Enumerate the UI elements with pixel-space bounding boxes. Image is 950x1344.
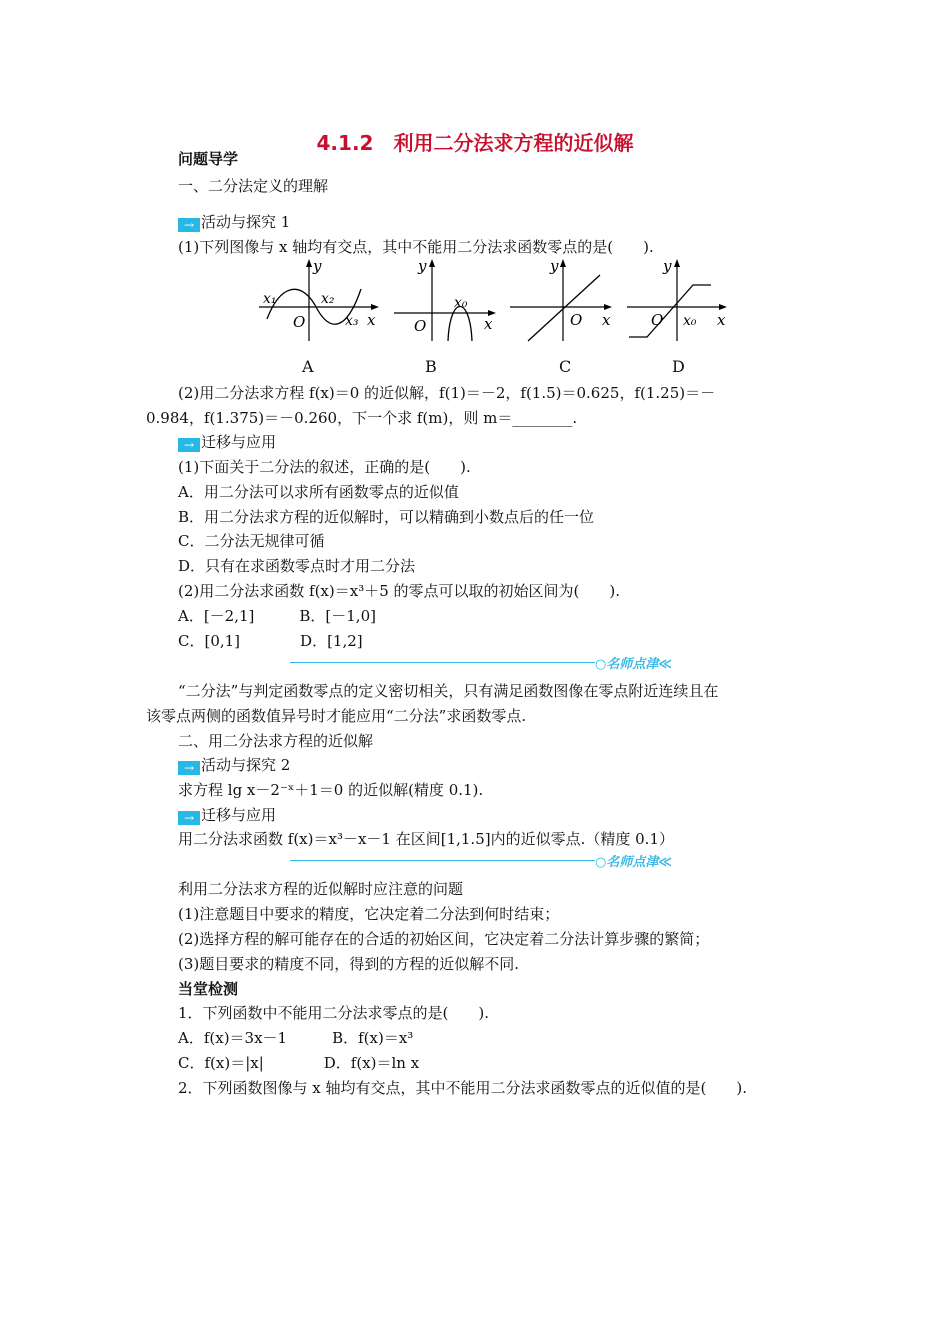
transfer1-option-d: D．只有在求函数零点时才用二分法 [178, 557, 416, 575]
graph-a [255, 255, 380, 345]
svg-text:x: x [717, 311, 726, 329]
transfer1-option-a: A．用二分法可以求所有函数零点的近似值 [178, 483, 459, 501]
check-question1: 1．下列函数中不能用二分法求零点的是( ). [178, 1004, 490, 1022]
page-title: 4.1.2 利用二分法求方程的近似解 [316, 131, 634, 155]
check-q1-options-cd: C．f(x)＝|x| D．f(x)＝ln x [178, 1054, 420, 1072]
graph-b-label: B [425, 357, 437, 376]
tip2-item-3: (3)题目要求的精度不同，得到的方程的近似解不同. [178, 955, 520, 973]
svg-text:x: x [367, 311, 376, 329]
graph-a-label: A [302, 357, 314, 376]
check-question2: 2．下列函数图像与 x 轴均有交点，其中不能用二分法求函数零点的近似值的是( ). [178, 1079, 748, 1097]
svg-text:O: O [293, 313, 306, 331]
svg-text:x₀: x₀ [454, 295, 468, 311]
arrow-icon: → [178, 218, 200, 232]
tip-divider-1 [290, 653, 690, 671]
svg-text:x₃: x₃ [345, 313, 359, 329]
y-axis-label: y [313, 257, 322, 275]
svg-text:x₂: x₂ [321, 291, 335, 307]
transfer1-question2: (2)用二分法求函数 f(x)＝x³＋5 的零点可以取的初始区间为( ). [178, 582, 620, 600]
transfer1-question1: (1)下面关于二分法的叙述，正确的是( ). [178, 458, 471, 476]
act1-question2-line1: (2)用二分法求方程 f(x)＝0 的近似解，f(1)＝－2，f(1.5)＝0.625，f(1.25)＝－ [178, 384, 716, 402]
svg-text:O: O [651, 311, 664, 329]
act1-question1: (1)下列图像与 x 轴均有交点，其中不能用二分法求函数零点的是( ). [178, 238, 654, 256]
graph-c-label: C [559, 357, 572, 376]
transfer1-label: → 迁移与应用 [178, 432, 276, 452]
svg-text:y: y [663, 257, 672, 275]
svg-text:y: y [418, 257, 427, 275]
graph-c [508, 255, 620, 345]
arrow-icon: → [178, 761, 200, 775]
activity2-label: → 活动与探究 2 [178, 755, 290, 775]
svg-text:y: y [550, 257, 559, 275]
svg-text:O: O [414, 317, 427, 335]
tip2-item-1: (1)注意题目中要求的精度，它决定着二分法到何时结束； [178, 905, 560, 923]
transfer2-label: → 迁移与应用 [178, 805, 276, 825]
graph-b [392, 255, 502, 345]
activity1-label: → 活动与探究 1 [178, 212, 290, 232]
section-check-heading: 当堂检测 [178, 980, 239, 998]
tip-tag: ○名师点津≪ [595, 657, 672, 672]
transfer2-question: 用二分法求函数 f(x)＝x³－x－1 在区间[1,1.5]内的近似零点.（精度 0.1） [178, 830, 674, 848]
transfer1-q2-options-ab: A．[－2,1] B．[－1,0] [178, 607, 376, 625]
part2-heading: 二、用二分法求方程的近似解 [178, 732, 374, 750]
tip1-line1: “二分法”与判定函数零点的定义密切相关，只有满足函数图像在零点附近连续且在 [178, 682, 719, 700]
tip-tag: ○名师点津≪ [595, 855, 672, 870]
graph-d-label: D [672, 357, 685, 376]
tip1-line2: 该零点两侧的函数值异号时才能应用“二分法”求函数零点. [146, 707, 527, 725]
check-q1-options-ab: A．f(x)＝3x－1 B．f(x)＝x³ [178, 1029, 414, 1047]
act1-question2-line2: 0.984，f(1.375)＝－0.260，下一个求 f(m)，则 m＝________. [146, 409, 578, 427]
svg-text:x₁: x₁ [263, 291, 277, 307]
transfer1-option-c: C．二分法无规律可循 [178, 532, 325, 550]
tip-divider-2 [290, 851, 690, 869]
tip2-item-2: (2)选择方程的解可能存在的合适的初始区间，它决定着二分法计算步骤的繁简； [178, 930, 710, 948]
svg-text:x₀: x₀ [683, 313, 697, 329]
arrow-icon: → [178, 811, 200, 825]
arrow-icon: → [178, 438, 200, 452]
graph-d [625, 255, 735, 345]
activity2-question: 求方程 lg x－2⁻ˣ＋1＝0 的近似解(精度 0.1). [178, 781, 484, 799]
section-guide-heading: 问题导学 [178, 150, 239, 168]
transfer1-q2-options-cd: C．[0,1] D．[1,2] [178, 632, 363, 650]
svg-text:x: x [484, 315, 493, 333]
tip2-title: 利用二分法求方程的近似解时应注意的问题 [178, 880, 464, 898]
svg-text:x: x [602, 311, 611, 329]
transfer1-option-b: B．用二分法求方程的近似解时，可以精确到小数点后的任一位 [178, 508, 595, 526]
part1-heading: 一、二分法定义的理解 [178, 177, 329, 195]
svg-text:O: O [570, 311, 583, 329]
